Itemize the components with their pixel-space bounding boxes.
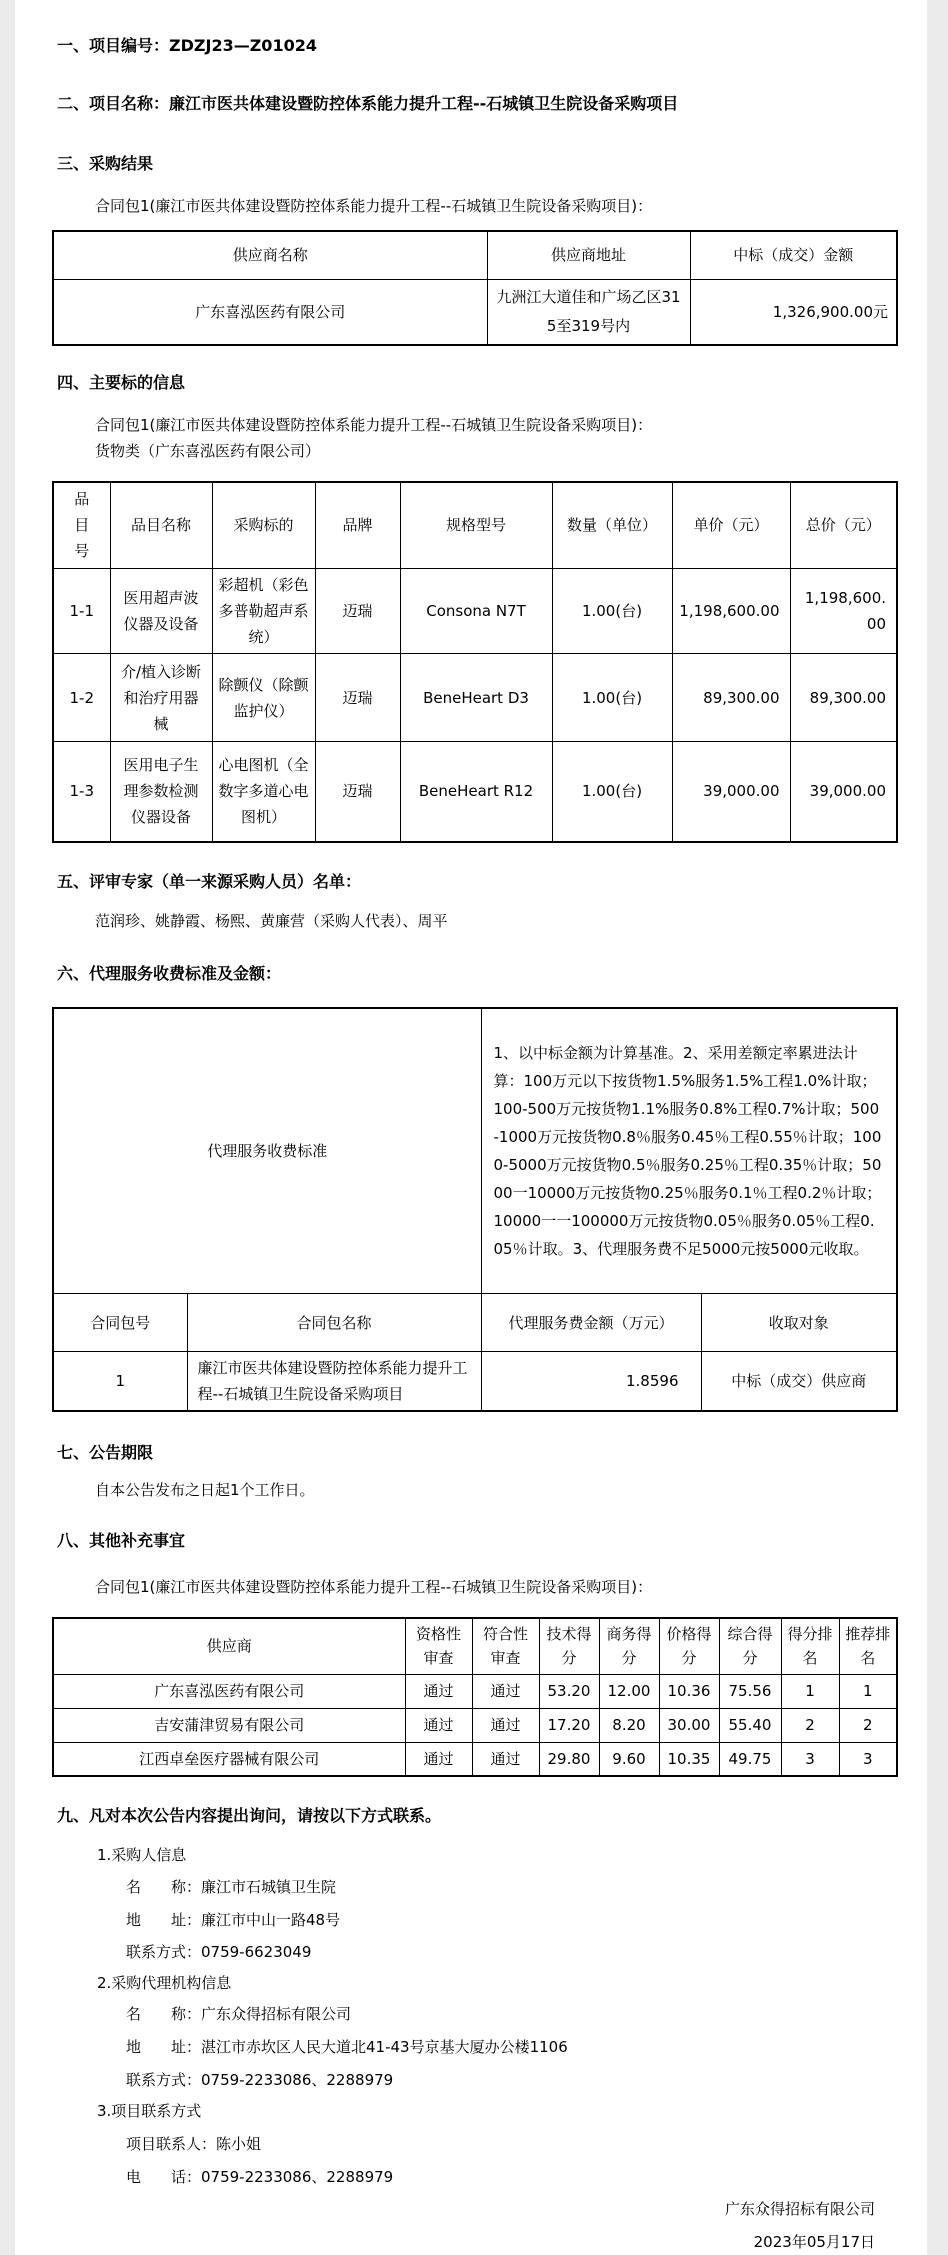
purchaser-address: 地 址：廉江市中山一路48号 bbox=[126, 1911, 341, 1929]
items-header-subject: 采购标的 bbox=[212, 482, 315, 569]
item-subject: 除颤仪（除颤监护仪） bbox=[212, 654, 315, 742]
score-conformity: 通过 bbox=[472, 1742, 539, 1776]
fee-header-charged-party: 收取对象 bbox=[701, 1294, 897, 1352]
items-table bbox=[52, 481, 898, 843]
score-rank: 1 bbox=[781, 1674, 839, 1708]
result-header-supplier-address: 供应商地址 bbox=[487, 231, 690, 279]
score-supplier: 江西卓垒医疗器械有限公司 bbox=[53, 1742, 405, 1776]
item-brand: 迈瑞 bbox=[315, 654, 400, 742]
item-unit-price: 89,300.00 bbox=[672, 654, 790, 742]
section-7-notice-period: 七、公告期限 bbox=[57, 1443, 154, 1462]
fee-package-no: 1 bbox=[53, 1352, 187, 1412]
result-header-supplier-name: 供应商名称 bbox=[53, 231, 487, 279]
item-total-price: 39,000.00 bbox=[790, 742, 897, 842]
score-rank: 2 bbox=[781, 1708, 839, 1742]
result-table-row bbox=[53, 279, 897, 345]
fee-header-fee-amount: 代理服务费金额（万元） bbox=[481, 1294, 701, 1352]
score-price: 10.36 bbox=[659, 1674, 719, 1708]
item-total-price: 89,300.00 bbox=[790, 654, 897, 742]
score-header-price-score: 价格得分 bbox=[659, 1618, 719, 1674]
project-contact-title: 3.项目联系方式 bbox=[97, 2102, 202, 2120]
footer-company: 广东众得招标有限公司 bbox=[724, 2200, 875, 2218]
items-table-header-row bbox=[53, 482, 897, 569]
score-header-overall-score: 综合得分 bbox=[719, 1618, 781, 1674]
score-qualification: 通过 bbox=[405, 1708, 472, 1742]
result-cell-supplier-address: 九洲江大道佳和广场乙区315至319号内 bbox=[487, 279, 690, 345]
score-table-row-2 bbox=[53, 1708, 897, 1742]
fee-table-row bbox=[53, 1352, 897, 1412]
score-price: 30.00 bbox=[659, 1708, 719, 1742]
section-6-agency-fee: 六、代理服务收费标准及金额： bbox=[57, 963, 282, 983]
fee-table-header-row bbox=[53, 1294, 897, 1352]
result-cell-supplier-name: 广东喜泓医药有限公司 bbox=[53, 279, 487, 345]
section-1-project-number: 一、项目编号：ZDZJ23—Z01024 bbox=[57, 36, 317, 55]
result-cell-award-amount: 1,326,900.00元 bbox=[690, 279, 897, 345]
section-8-other-matters: 八、其他补充事宜 bbox=[57, 1531, 186, 1550]
score-table-row-1 bbox=[53, 1674, 897, 1708]
recommend-rank: 1 bbox=[839, 1674, 897, 1708]
item-no: 1-2 bbox=[53, 654, 110, 742]
item-model: Consona N7T bbox=[400, 569, 552, 654]
item-name: 医用超声波仪器及设备 bbox=[110, 569, 212, 654]
section-9-contact: 九、凡对本次公告内容提出询问，请按以下方式联系。 bbox=[57, 1806, 442, 1825]
score-header-score-rank: 得分排名 bbox=[781, 1618, 839, 1674]
score-table-header-row bbox=[53, 1618, 897, 1674]
footer-date: 2023年05月17日 bbox=[753, 2233, 875, 2251]
item-quantity: 1.00(台) bbox=[552, 742, 672, 842]
item-brand: 迈瑞 bbox=[315, 742, 400, 842]
fee-standard-label: 代理服务收费标准 bbox=[53, 1008, 481, 1294]
fee-standard-row bbox=[53, 1008, 897, 1294]
items-header-total-price: 总价（元） bbox=[790, 482, 897, 569]
items-table-row-1 bbox=[53, 569, 897, 654]
score-header-business-score: 商务得分 bbox=[599, 1618, 659, 1674]
score-technical: 29.80 bbox=[539, 1742, 599, 1776]
result-table-header-row bbox=[53, 231, 897, 279]
score-table bbox=[52, 1617, 898, 1777]
score-header-recommend-rank: 推荐排名 bbox=[839, 1618, 897, 1674]
item-unit-price: 1,198,600.00 bbox=[672, 569, 790, 654]
score-price: 10.35 bbox=[659, 1742, 719, 1776]
score-business: 12.00 bbox=[599, 1674, 659, 1708]
fee-header-package-name: 合同包名称 bbox=[187, 1294, 481, 1352]
score-conformity: 通过 bbox=[472, 1708, 539, 1742]
score-table-row-3 bbox=[53, 1742, 897, 1776]
score-qualification: 通过 bbox=[405, 1674, 472, 1708]
recommend-rank: 3 bbox=[839, 1742, 897, 1776]
score-overall: 49.75 bbox=[719, 1742, 781, 1776]
score-header-conformity-review: 符合性审查 bbox=[472, 1618, 539, 1674]
item-subject: 彩超机（彩色多普勒超声系统） bbox=[212, 569, 315, 654]
score-conformity: 通过 bbox=[472, 1674, 539, 1708]
fee-amount: 1.8596 bbox=[481, 1352, 701, 1412]
items-table-row-3 bbox=[53, 742, 897, 842]
score-qualification: 通过 bbox=[405, 1742, 472, 1776]
contract-package-intro: 合同包1(廉江市医共体建设暨防控体系能力提升工程--石城镇卫生院设备采购项目)： bbox=[95, 197, 653, 215]
purchaser-contact: 联系方式：0759-6623049 bbox=[126, 1943, 312, 1961]
item-quantity: 1.00(台) bbox=[552, 654, 672, 742]
agency-contact: 联系方式：0759-2233086、2288979 bbox=[126, 2071, 394, 2089]
score-header-qualification-review: 资格性审查 bbox=[405, 1618, 472, 1674]
item-name: 介/植入诊断和治疗用器械 bbox=[110, 654, 212, 742]
project-contact-phone: 电 话：0759-2233086、2288979 bbox=[126, 2168, 394, 2186]
score-overall: 75.56 bbox=[719, 1674, 781, 1708]
goods-class-line: 货物类（广东喜泓医药有限公司） bbox=[95, 441, 321, 460]
score-rank: 3 bbox=[781, 1742, 839, 1776]
fee-table bbox=[52, 1007, 898, 1413]
fee-charged-party: 中标（成交）供应商 bbox=[701, 1352, 897, 1412]
fee-package-name: 廉江市医共体建设暨防控体系能力提升工程--石城镇卫生院设备采购项目 bbox=[187, 1352, 481, 1412]
score-supplier: 吉安蒲津贸易有限公司 bbox=[53, 1708, 405, 1742]
score-business: 8.20 bbox=[599, 1708, 659, 1742]
contract-package-intro-3: 合同包1(廉江市医共体建设暨防控体系能力提升工程--石城镇卫生院设备采购项目)： bbox=[95, 1578, 653, 1596]
contract-package-intro-2: 合同包1(廉江市医共体建设暨防控体系能力提升工程--石城镇卫生院设备采购项目)： bbox=[95, 415, 653, 434]
experts-names: 范润珍、姚静霞、杨熙、黄廉营（采购人代表）、周平 bbox=[95, 911, 448, 930]
document-body bbox=[15, 0, 927, 2255]
recommend-rank: 2 bbox=[839, 1708, 897, 1742]
item-subject: 心电图机（全数字多道心电图机） bbox=[212, 742, 315, 842]
item-model: BeneHeart R12 bbox=[400, 742, 552, 842]
score-overall: 55.40 bbox=[719, 1708, 781, 1742]
items-header-unit-price: 单价（元） bbox=[672, 482, 790, 569]
section-2-project-name: 二、项目名称：廉江市医共体建设暨防控体系能力提升工程--石城镇卫生院设备采购项目 bbox=[57, 94, 679, 113]
result-header-award-amount: 中标（成交）金额 bbox=[690, 231, 897, 279]
items-header-model: 规格型号 bbox=[400, 482, 552, 569]
purchaser-info-title: 1.采购人信息 bbox=[97, 1846, 187, 1864]
items-table-row-2 bbox=[53, 654, 897, 742]
score-header-supplier: 供应商 bbox=[53, 1618, 405, 1674]
score-supplier: 广东喜泓医药有限公司 bbox=[53, 1674, 405, 1708]
fee-standard-text: 1、以中标金额为计算基准。2、采用差额定率累进法计算：100万元以下按货物1.5%服务1.5%工程1.0%计取；100-500万元按货物1.1%服务0.8%工程0.7%计取；500-1000万元按货物0.8％服务0.45％工程0.55％计取；1000-5000万元按货物0.5％服务0.25％工程0.35％计取；5000一10000万元按货物0.25％服务0.1％工程0.2％计取；10000一一100000万元按货物0.05％服务0.05％工程0.05％计取。3、代理服务费不足5000元按5000元收取。 bbox=[481, 1008, 897, 1294]
purchaser-name: 名 称：廉江市石城镇卫生院 bbox=[126, 1878, 337, 1896]
items-header-item-name: 品目名称 bbox=[110, 482, 212, 569]
item-no: 1-3 bbox=[53, 742, 110, 842]
item-total-price: 1,198,600.00 bbox=[790, 569, 897, 654]
agency-name: 名 称：广东众得招标有限公司 bbox=[126, 2005, 352, 2023]
section-3-procurement-result: 三、采购结果 bbox=[57, 154, 154, 173]
agency-address: 地 址：湛江市赤坎区人民大道北41-43号京基大厦办公楼1106 bbox=[126, 2038, 568, 2056]
items-header-item-no: 品目号 bbox=[53, 482, 110, 569]
item-no: 1-1 bbox=[53, 569, 110, 654]
notice-period-text: 自本公告发布之日起1个工作日。 bbox=[95, 1481, 315, 1499]
item-name: 医用电子生理参数检测仪器设备 bbox=[110, 742, 212, 842]
section-5-experts: 五、评审专家（单一来源采购人员）名单： bbox=[57, 871, 362, 891]
item-quantity: 1.00(台) bbox=[552, 569, 672, 654]
items-header-brand: 品牌 bbox=[315, 482, 400, 569]
item-brand: 迈瑞 bbox=[315, 569, 400, 654]
score-technical: 17.20 bbox=[539, 1708, 599, 1742]
agency-info-title: 2.采购代理机构信息 bbox=[97, 1974, 232, 1992]
items-header-quantity: 数量（单位） bbox=[552, 482, 672, 569]
result-table bbox=[52, 230, 898, 346]
fee-header-package-no: 合同包号 bbox=[53, 1294, 187, 1352]
item-unit-price: 39,000.00 bbox=[672, 742, 790, 842]
item-model: BeneHeart D3 bbox=[400, 654, 552, 742]
score-header-technical-score: 技术得分 bbox=[539, 1618, 599, 1674]
project-contact-person: 项目联系人：陈小姐 bbox=[126, 2135, 262, 2153]
score-technical: 53.20 bbox=[539, 1674, 599, 1708]
section-4-main-subject-info: 四、主要标的信息 bbox=[57, 372, 186, 392]
score-business: 9.60 bbox=[599, 1742, 659, 1776]
